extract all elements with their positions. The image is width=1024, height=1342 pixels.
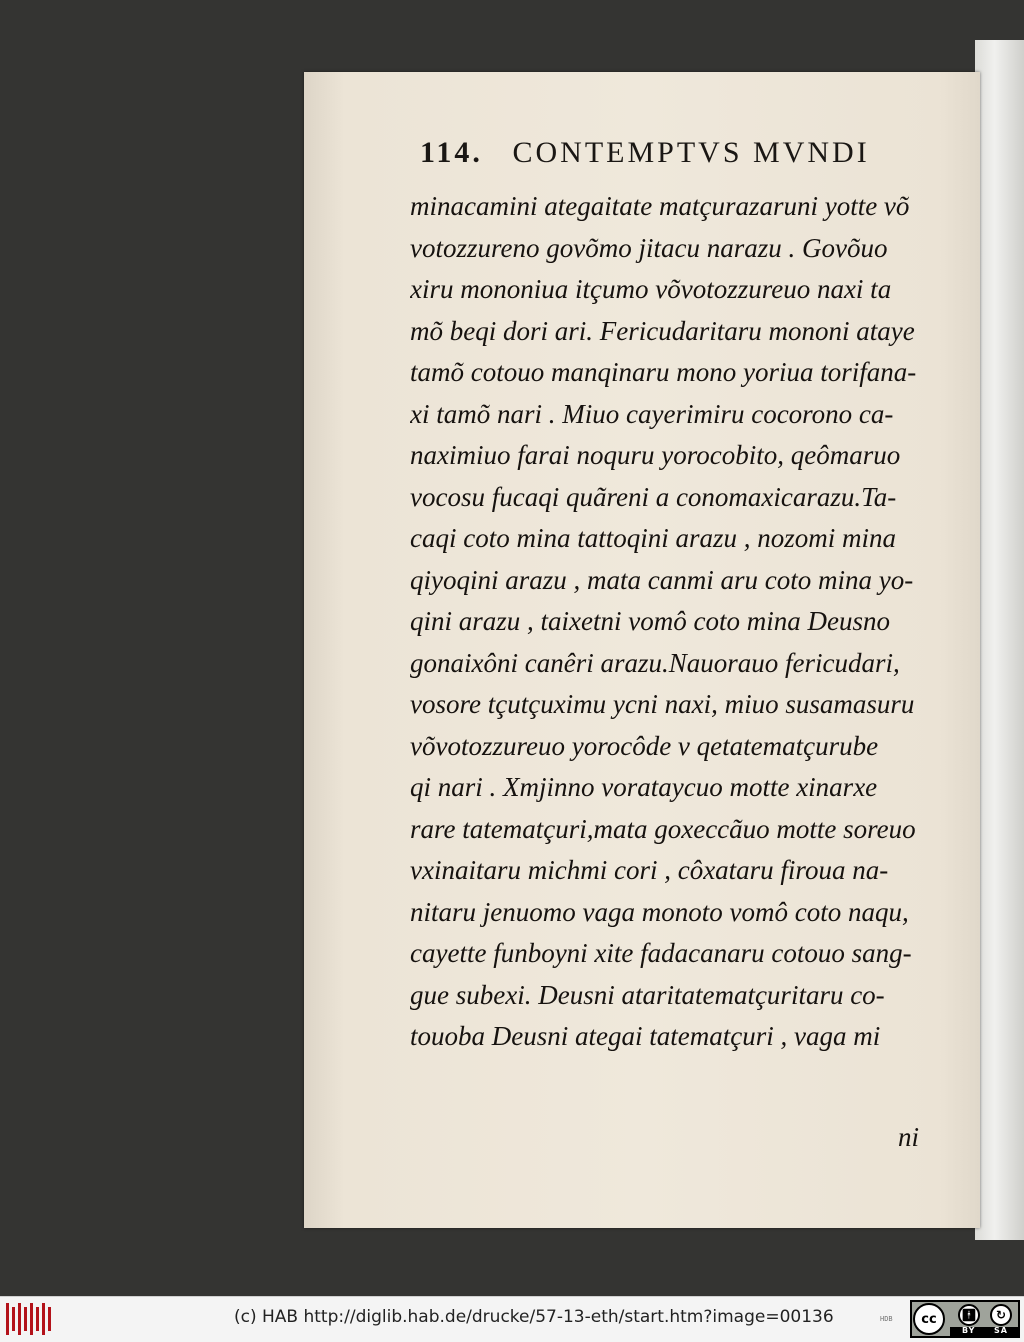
folio-number: 114. bbox=[420, 136, 483, 169]
text-line: touoba Deusni ategai tatematçuri , vaga mi bbox=[410, 1021, 881, 1051]
catchword: ni bbox=[898, 1122, 920, 1152]
book-page bbox=[304, 72, 980, 1228]
license-by-label: BY bbox=[962, 1326, 976, 1335]
text-line: tamõ cotouo manqinaru mono yoriua torifana- bbox=[410, 357, 917, 387]
body-text bbox=[410, 186, 970, 1058]
text-line: votozzureno govõmo jitacu narazu . Govõuo bbox=[410, 232, 888, 263]
text-line: xiru mononiua itçumo võvotozzureuo naxi ta bbox=[410, 274, 892, 304]
person-icon: 🚹︎ bbox=[958, 1304, 980, 1326]
small-mark: HDB bbox=[880, 1315, 893, 1323]
hab-logo-icon bbox=[6, 1303, 51, 1335]
text-line: qiyoqini arazu , mata canmi aru coto mina yo- bbox=[410, 564, 914, 595]
citation-text: (c) HAB http://diglib.hab.de/drucke/57-13-eth/start.htm?image=00136 bbox=[234, 1307, 834, 1327]
text-line: qini arazu , taixetni vomô coto mina Deusno bbox=[410, 606, 890, 636]
text-line: vosore tçutçuximu ycni naxi, miuo susamasuru bbox=[410, 689, 915, 719]
text-line: vxinaitaru michmi cori , côxataru firoua na- bbox=[410, 855, 889, 885]
text-line: minacamini ategaitate matçurazaruni yotte võ bbox=[410, 191, 910, 221]
cc-license-badge[interactable] bbox=[910, 1300, 1020, 1338]
text-line: cayette funboyni xite fadacanaru cotouo sang- bbox=[410, 938, 912, 968]
license-sa-label: SA bbox=[994, 1326, 1008, 1335]
text-line: caqi coto mina tattoqini arazu , nozomi mina bbox=[410, 523, 896, 553]
text-line: naximiuo farai noquru yorocobito, qeômaruo bbox=[410, 440, 901, 470]
share-alike-icon: ↻ bbox=[990, 1304, 1012, 1326]
page-stack-edge bbox=[975, 40, 1024, 1240]
text-line: gonaixôni canêri arazu.Nauorauo fericudari, bbox=[410, 647, 900, 678]
text-line: võvotozzureuo yorocôde v qetatematçurube bbox=[410, 730, 879, 761]
running-title: CONTEMPTVS MVNDI bbox=[512, 136, 870, 169]
viewer-footer bbox=[0, 1296, 1024, 1342]
page-header bbox=[420, 136, 980, 176]
cc-icon: cc bbox=[913, 1303, 945, 1335]
text-line: mõ beqi dori ari. Fericudaritaru mononi ataye bbox=[410, 315, 915, 346]
text-line: rare tatematçuri,mata goxeccãuo motte soreuo bbox=[410, 813, 916, 844]
text-line: vocosu fucaqi quãreni a conomaxicarazu.Ta- bbox=[410, 481, 897, 512]
text-line: qi nari . Xmjinno vorataycuo motte xinarxe bbox=[410, 772, 878, 802]
text-line: nitaru jenuomo vaga monoto vomô coto naqu, bbox=[410, 896, 909, 927]
text-line: xi tamõ nari . Miuo cayerimiru cocorono ca- bbox=[410, 398, 894, 429]
text-line: gue subexi. Deusni ataritatematçuritaru co- bbox=[410, 979, 885, 1010]
